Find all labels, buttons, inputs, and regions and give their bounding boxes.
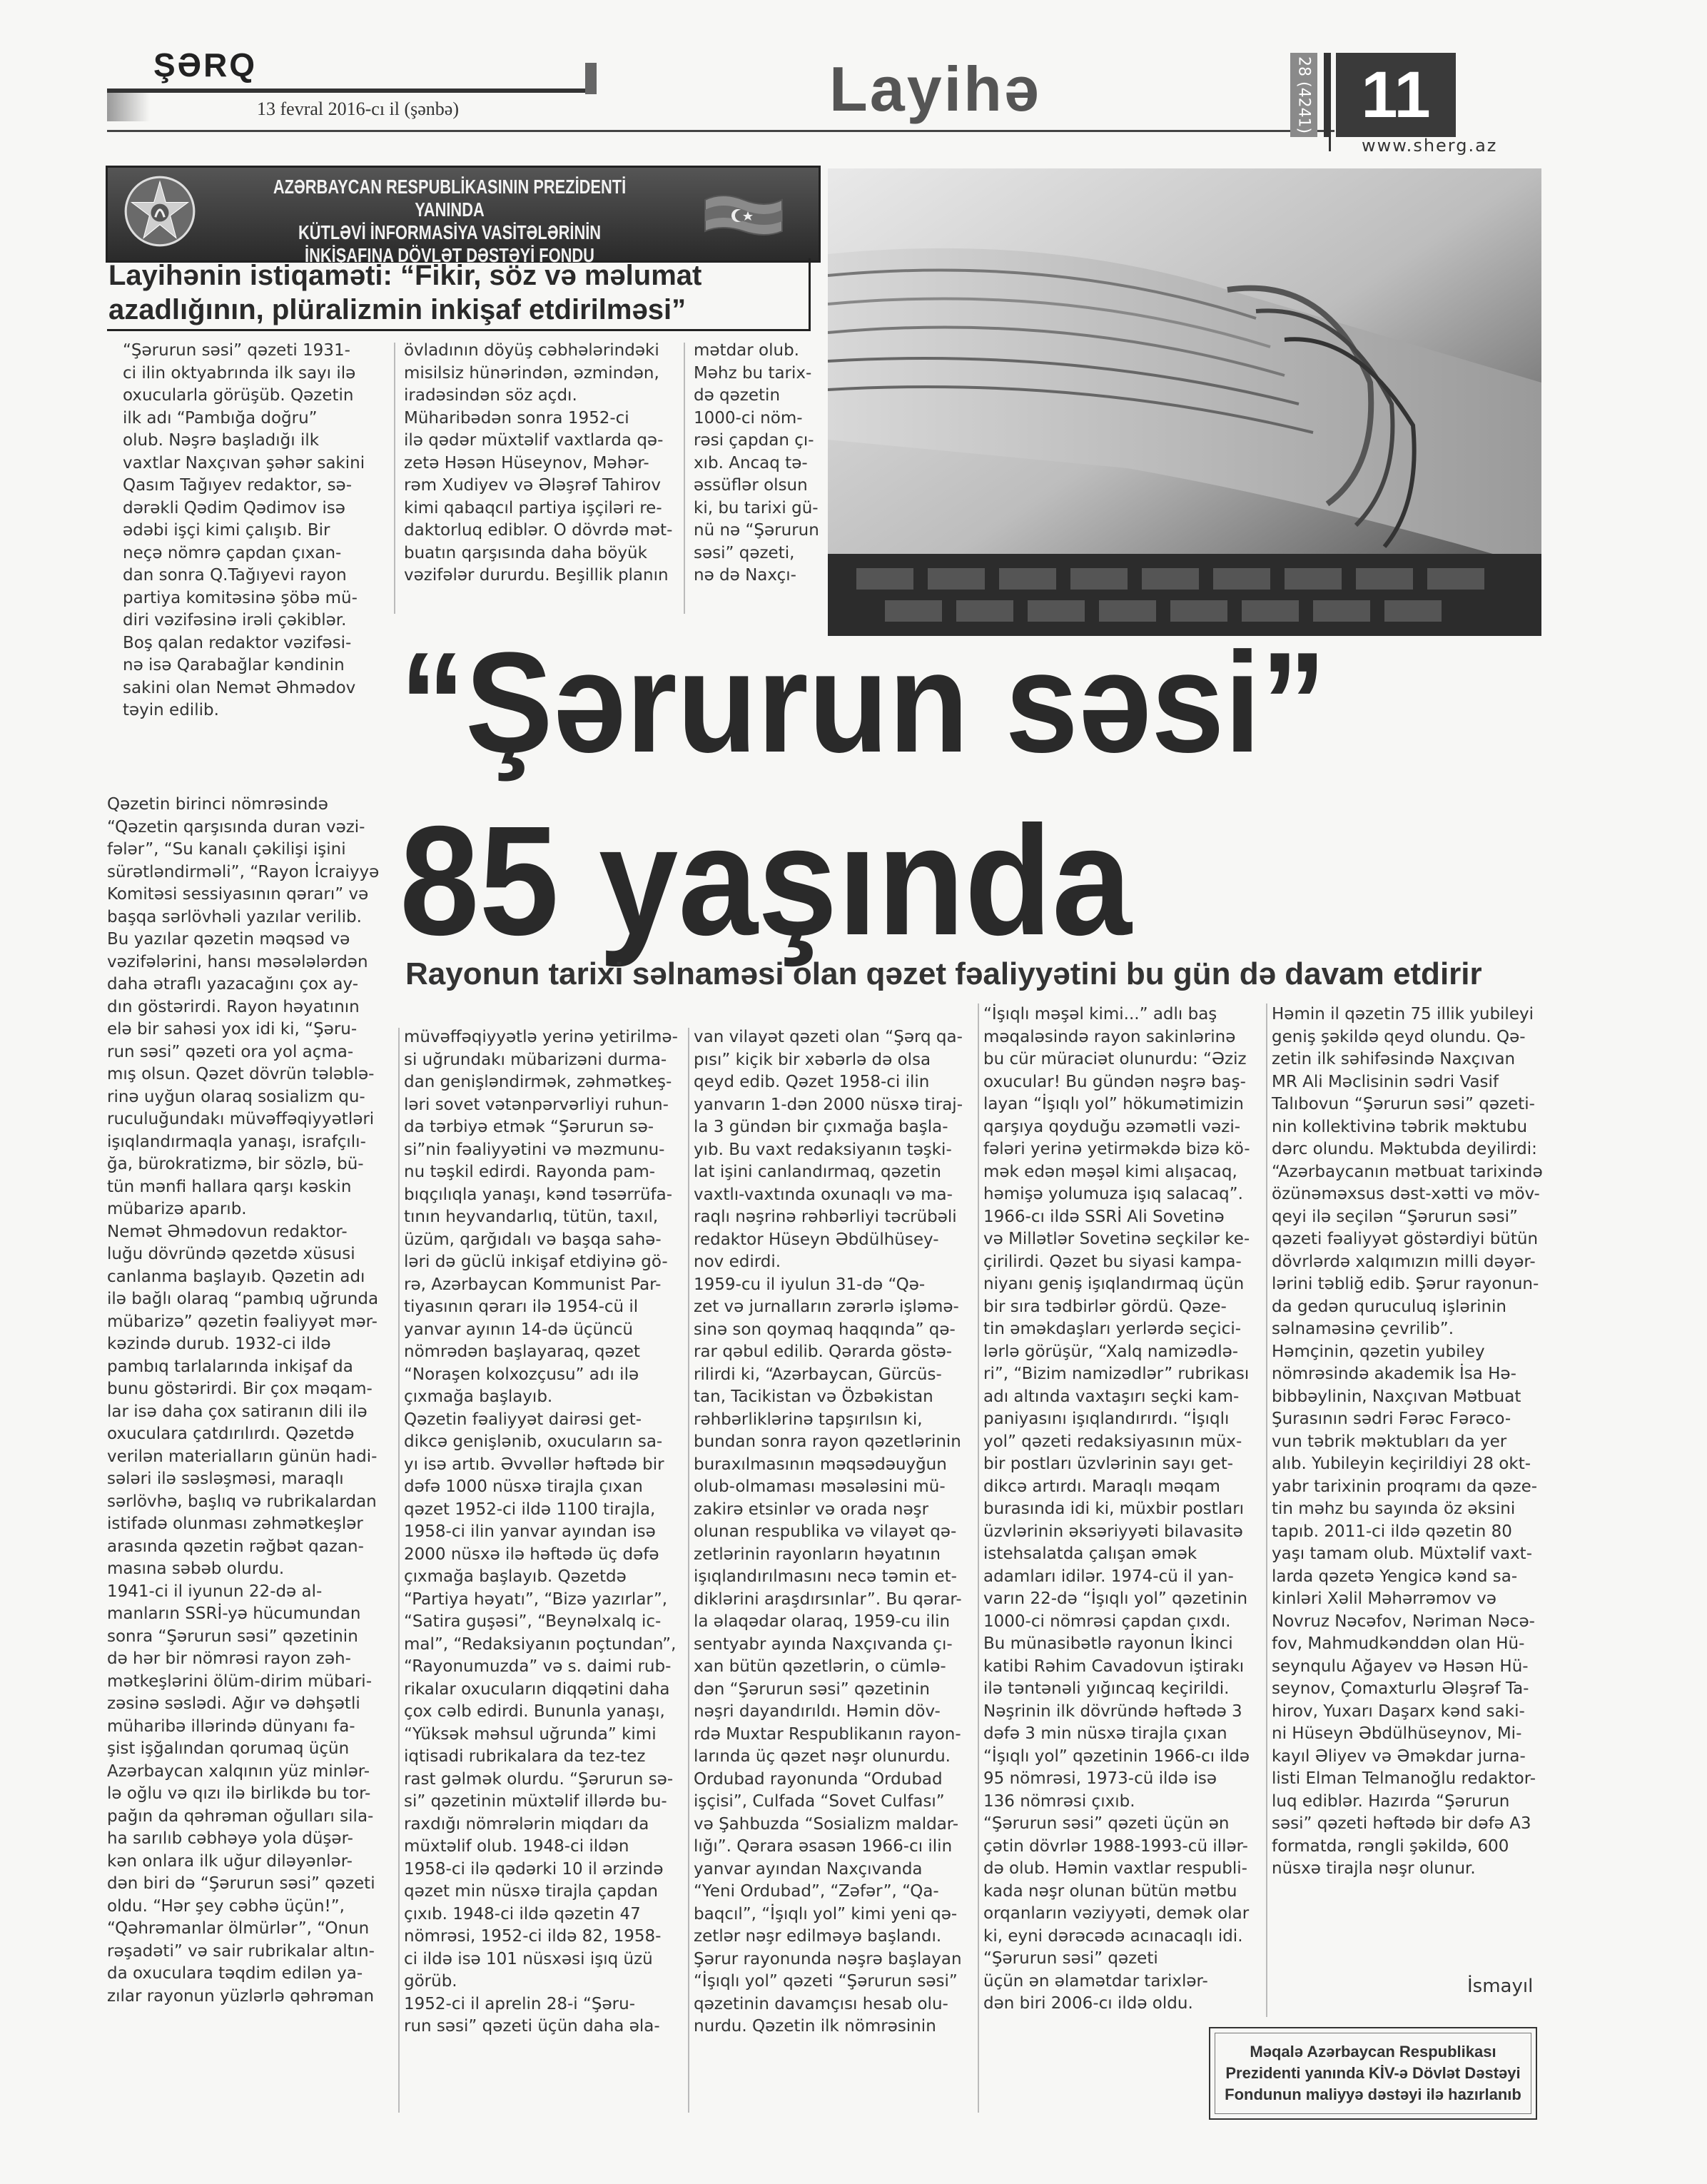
header-block — [585, 63, 597, 94]
article-col4: “İşıqlı məşəl kimi...” adlı baş məqaləsində rayon sakinlərinə bu cür müraciət olunurdu: “Əziz oxucular! Bu gündən nəşrə baş- layan “İşıqlı yol” hökumətimizin qarşıya qoyduğu əzəmətli vəzi- fələri yerinə yetirməkdə bizə kö- mək edən məşəl kimi alışacaq, həmişə yolumuza işıq salacaq”. 1966-cı ildə SSRİ Ali Sovetinə və Millətlər Sovetinə seçkilər ke- çirilirdi. Qəzet bu siyasi kampa- niyanı geniş işıqlandırmaq üçün bir sıra tədbirlər gördü. Qəze- tin əməkdaşları yerlərdə seçici- lərlə görüşür, “Xalq namizədlə- ri”, “Bizim namizədlər” rubrikası adı altında vaxtaşırı seçki kam- paniyasını işıqlandırırdı. “İşıqlı yol” qəzeti redaksiyasının müx- bir postları üzvlərinin sayı get- dikcə artırdı. Maraqlı məqam burasında idi ki, müxbir postları üzvlərinin əksəriyyəti bilavasitə istehsalatda çalışan əmək adamları idilər. 1974-cü il yan- varın 22-də “İşıqlı yol” qəzetinin 1000-ci nömrəsi çapdan çıxdı. Bu münasibətlə rayonun İkinci katibi Rəhim Cavadovun iştirakı ilə təntənəli yığıncaq keçirildi. Nəşrinin ilk dövründə həftədə 3 dəfə 3 min nüsxə tirajla çıxan “İşıqlı yol” qəzetinin 1966-cı ildə 95 nömrəsi, 1973-cü ildə isə 136 nömrəsi çıxıb. “Şərurun səsi” qəzeti üçün ən çətin dövrlər 1988-1993-cü illər- də olub. Həmin vaxtlar respubli- kada nəşr olunan bütün mətbu orqanların vəziyyəti, demək olar ki, eyni dərəcədə acınacaqlı idi. “Şərurun səsi” qəzeti üçün ən əlamətdar tarixlər- dən biri 2006-cı ildə oldu. — [983, 1005, 1250, 2013]
article-col1-top: “Şərurun səsi” qəzeti 1931- ci ilin oktyabrında ilk sayı ilə oxucularla görüşüb. Qəzetin ilk adı “Pambığa doğru” olub. Nəşrə başladığı ilk vaxtlar Naxçıvan şəhər sakini Qasım Tağıyev redaktor, sə- dərəkli Qədim Qədimov isə ədəbi işçi kimi çalışıb. Bir neçə nömrə çapdan çıxan- dan sonra Q.Tağıyevi rayon partiya komitəsinə şöbə mü- diri vəzifəsinə irəli çəkiblər. Boş qalan redaktor vəzifəsi- nə isə Qarabağlar kəndinin sakini olan Nemət Əhmədov təyin edilib. — [123, 341, 365, 719]
site-tick — [1329, 137, 1331, 151]
funding-note: Məqalə Azərbaycan Respublikası Prezidenti yanında KİV-ə Dövlət Dəstəyi Fondunun maliyyə dəstəyi ilə hazırlanıb — [1209, 2027, 1537, 2120]
header-gradient — [107, 93, 150, 121]
funding-note-frame — [1215, 2033, 1531, 2114]
article-col1-bottom: Qəzetin birinci nömrəsində “Qəzetin qarşısında duran vəzi- fələr”, “Su kanalı çəkilişi işini sürətləndirməli”, “Rayon İcraiyyə Komitəsi sessiyasının qərarı” və başqa sərlövhəli yazılar verilib. Bu yazılar qəzetin məqsəd və vəzifələrini, hansı məsələlərdən daha ətraflı yazacağını çox ay- dın göstərirdi. Rayon həyatının elə bir sahəsi yox idi ki, “Şəru- run səsi” qəzeti ora yol açma- mış olsun. Qəzet dövrün tələblə- rinə uyğun olaraq sosializm qu- ruculuğundakı müvəffəqiyyətləri işıqlandırmaqla yanaşı, israfçılı- ğa, bürokratizmə, bir sözlə, bü- tün mənfi hallara qarşı kəskin mübarizə aparıb. Nemət Əhmədovun redaktor- luğu dövründə qəzetdə xüsusi canlanma başlayıb. Qəzetin adı ilə bağlı olaraq “pambıq uğrunda mübarizə” qəzetin fəaliyyət mər- kəzində durub. 1932-ci ildə pambıq tarlalarında inkişaf da bunu göstərirdi. Bir çox məqam- lar isə daha çox satiranın dili ilə oxuculara çatdırılırdı. Qəzetdə verilən materialların günün hadi- sələri ilə səsləşməsi, maraqlı sərlövhə, başlıq və rubrikalardan istifadə olunması zəhmətkeşlər arasında qəzetin rəğbət qazan- masına səbəb olurdu. 1941-ci il iyunun 22-də al- manların SSRİ-yə hücumundan sonra “Şərurun səsi” qəzetinin də hər bir nömrəsi rayon zəh- mətkeşlərini ölüm-dirim mübari- zəsinə səslədi. Ağır və dəhşətli müharibə illərində dünyanı fa- şist işğalından qorumaq üçün Azərbaycan xalqının yüz minlər- lə oğlu və qızı ilə birlikdə bu tor- pağın da qəhrəman oğulları sila- ha sarılıb cəbhəyə yola düşər- kən onlara ilk uğur diləyənlər- dən biri də “Şərurun səsi” qəzeti oldu. “Hər şey cəbhə üçün!”, “Qəhrəmanlar ölmürlər”, “Onun rəşadəti” və sair rubrikalar altın- da oxuculara təqdim edilən ya- zılar rayonun yüzlərlə qəhrəman — [107, 795, 380, 2006]
flag-icon — [701, 187, 786, 241]
emblem-icon — [123, 174, 197, 248]
newspaper-photo — [828, 168, 1541, 636]
headline-age: 85 yaşında — [400, 794, 1132, 968]
fund-line-2: KÜTLƏVİ İNFORMASİYA VASİTƏLƏRİNİN — [298, 221, 602, 243]
masthead: ŞƏRQ — [153, 46, 258, 84]
author-signature: İsmayıl — [1467, 1976, 1534, 1997]
article-col3-top: mətdar olub. Məhz bu tarix- də qəzetin 1000-ci nöm- rəsi çapdan çı- xıb. Ancaq tə- əssüflər olsun ki, bu tarixi gü- nü nə “Şərurun səsi” qəzeti, nə də Naxçı- — [694, 341, 819, 585]
fund-line-3: İNKİŞAFINA DÖVLƏT DƏSTƏYİ FONDU — [305, 244, 594, 266]
headline-title: “Şərurun səsi” — [400, 623, 1327, 782]
fund-line-1: AZƏRBAYCAN RESPUBLİKASININ PREZİDENTİ YANINDA — [273, 176, 627, 221]
article-col2-top: övladının döyüş cəbhələrindəki misilsiz hünərindən, əzmindən, iradəsindən söz açdı. Müharibədən sonra 1952-ci ilə qədər müxtəlif vaxtlarda qə- zetə Həsən Hüseynov, Məhər- rəm Xudiyev və Ələşrəf Tahirov kimi qabaqcıl partiya işçiləri re- daktorluq ediblər. O dövrdə mət- buatın qarşısında daha böyük vəzifələr dururdu. Beşillik planın — [404, 341, 673, 585]
page-number: 11 — [1336, 53, 1456, 137]
issue-date: 13 fevral 2016-cı il (şənbə) — [257, 98, 460, 119]
masthead-rule — [107, 89, 592, 93]
article-col5: Həmin il qəzetin 75 illik yubileyi geniş şəkildə qeyd olundu. Qə- zetin ilk səhifəsində Naxçıvan MR Ali Məclisinin sədri Vasif Talıbovun “Şərurun səsi” qəzeti- nin kollektivinə təbrik məktubu dərc olundu. Məktubda deyilirdi: “Azərbaycanın mətbuat tarixində özünəməxsus dəst-xətti və möv- qeyi ilə seçilən “Şərurun səsi” qəzeti fəaliyyət göstərdiyi bütün dövrlərdə xalqımızın milli dəyər- lərini təbliğ edib. Şərur rayonun- da gedən quruculuq işlərinin səlnaməsinə çevrilib”. Həmçinin, qəzetin yubiley nömrəsində akademik İsa Hə- bibbəylinin, Naxçıvan Mətbuat Şurasının sədri Fərəc Fərəco- vun təbrik məktubları da yer alıb. Yubileyin keçirildiyi 28 okt- yabr tarixinin proqramı da qəze- tin məhz bu sayında öz əksini tapıb. 2011-ci ildə qəzetin 80 yaşı tamam olub. Müxtəlif vaxt- larda qəzetə Yengicə kənd sa- kinləri Xəlil Məhərrəmov və Novruz Nəcəfov, Nəriman Nəcə- fov, Mahmudkənddən olan Hü- seynqulu Ağayev və Həsən Hü- seynov, Çomaxturlu Ələşrəf Ta- hirov, Yuxarı Daşarx kənd saki- ni Hüseyn Əbdülhüseynov, Mi- kayıl Əliyev və Əməkdar jurna- listi Elman Telmanoğlu redaktor- luq ediblər. Hazırda “Şərurun səsi” qəzeti həftədə bir dəfə A3 formatda, rəngli şəkildə, 600 nüsxə tirajla nəşr olunur. — [1272, 1005, 1543, 1878]
column-rule — [688, 1028, 689, 2113]
column-rule — [398, 1028, 400, 2113]
project-direction: Layihənin istiqaməti: “Fikir, söz və məlumat azadlığının, plüralizmin inkişaf etdirilməsi” — [108, 260, 702, 325]
page-stripe — [1324, 53, 1331, 137]
article-col2-bottom: müvəffəqiyyətlə yerinə yetirilmə- si uğrundakı mübarizəni durma- dan genişləndirmək, zəhmətkeş- ləri sovet vətənpərvərliyi ruhun- da tərbiyə etmək “Şərurun sə- si”nin fəaliyyətini və məzmunu- nu təşkil edirdi. Rayonda pam- bıqçılıqla yanaşı, kənd təsərrüfa- tının heyvandarlıq, tütün, taxıl, üzüm, qarğıdalı və başqa sahə- ləri də güclü inkişaf etdiyinə gö- rə, Azərbaycan Kommunist Par- tiyasının qərarı ilə 1954-cü il yanvar ayının 14-də üçüncü nömrədən başlayaraq, qəzet “Noraşen kolxozçusu” adı ilə çıxmağa başlayıb. Qəzetin fəaliyyət dairəsi get- dikcə genişlənib, oxucuların sa- yı isə artıb. Əvvəllər həftədə bir dəfə 1000 nüsxə tirajla çıxan qəzet 1952-ci ildə 1100 tirajla, 1958-ci ilin yanvar ayından isə 2000 nüsxə ilə həftədə üç dəfə çıxmağa başlayıb. Qəzetdə “Partiya həyatı”, “Bizə yazırlar”, “Satira guşəsi”, “Beynəlxalq ic- mal”, “Redaksiyanın poçtundan”, “Rayonumuzda” və s. daimi rub- rikalar oxucuların diqqətini daha çox cəlb edirdi. Bununla yanaşı, “Yüksək məhsul uğrunda” kimi iqtisadi rubrikalara da tez-tez rast gəlmək olurdu. “Şərurun sə- si” qəzetinin müxtəlif illərdə bu- raxdığı nömrələrin miqdarı da müxtəlif olub. 1948-ci ildən 1958-ci ilə qədərki 10 il ərzində qəzet min nüsxə tirajla çapdan çıxıb. 1948-ci ildə qəzetin 47 nömrəsi, 1952-ci ildə 82, 1958- ci ildə isə 101 nüsxəsi işıq üzü görüb. 1952-ci il aprelin 28-i “Şəru- run səsi” qəzeti üçün daha əla- — [404, 1028, 678, 2036]
column-rule — [684, 343, 685, 614]
article-col3-bottom: van vilayət qəzeti olan “Şərq qa- pısı” kiçik bir xəbərlə də olsa qeyd edib. Qəzet 1958-ci ilin yanvarın 1-dən 2000 nüsxə tiraj- la 3 gündən bir çıxmağa başla- yıb. Bu vaxt redaksiyanın təşki- lat işini canlandırmaq, qəzetin vaxtlı-vaxtında oxunaqlı və ma- raqlı nəşrinə rəhbərliyi təcrübəli redaktor Hüseyn Əbdülhüsey- nov edirdi. 1959-cu il iyulun 31-də “Qə- zet və jurnalların zərərlə işləmə- sinə son qoymaq haqqında” qə- rar qəbul edilib. Qərarda göstə- rilirdi ki, “Azərbaycan, Gürcüs- tan, Tacikistan və Özbəkistan rəhbərliklərinə tapşırılsın ki, bundan sonra rayon qəzetlərinin buraxılmasının məqsədəuyğun olub-olmaması məsələsini mü- zakirə etsinlər və orada nəşr olunan respublika və vilayət qə- zetlərinin rayonların həyatının işıqlandırılmasını necə təmin et- diklərini araşdırsınlar”. Bu qərar- la əlaqədar olaraq, 1959-cu ilin sentyabr ayında Naxçıvanda çı- xan bütün qəzetlərin, o cümlə- dən “Şərurun səsi” qəzetinin nəşri dayandırıldı. Həmin döv- rdə Muxtar Respublikanın rayon- larında üç qəzet nəşr olunurdu. Ordubad rayonunda “Ordubad işçisi”, Culfada “Sovet Culfası” və Şahbuzda “Sosializm maldar- lığı”. Qərara əsasən 1966-cı ilin yanvar ayından Naxçıvanda “Yeni Ordubad”, “Zəfər”, “Qa- baqcıl”, “İşıqlı yol” kimi yeni qə- zetlər nəşr edilməyə başlandı. Şərur rayonunda nəşrə başlayan “İşıqlı yol” qəzeti “Şərurun səsi” qəzetinin davamçısı hesab olu- nurdu. Qəzetin ilk nömrəsinin — [694, 1028, 963, 2036]
section-title: Layihə — [829, 54, 1041, 124]
column-rule — [394, 343, 395, 614]
issue-number: 28 (4241) — [1295, 56, 1313, 134]
fund-name — [266, 176, 634, 267]
subheadline: Rayonun tarixi səlnaməsi olan qəzet fəaliyyətini bu gün də davam etdirir — [405, 956, 1482, 991]
column-rule — [1266, 1003, 1267, 2017]
website: www.sherg.az — [1362, 136, 1498, 156]
column-rule — [978, 1003, 979, 2113]
header-divider — [107, 130, 1334, 132]
